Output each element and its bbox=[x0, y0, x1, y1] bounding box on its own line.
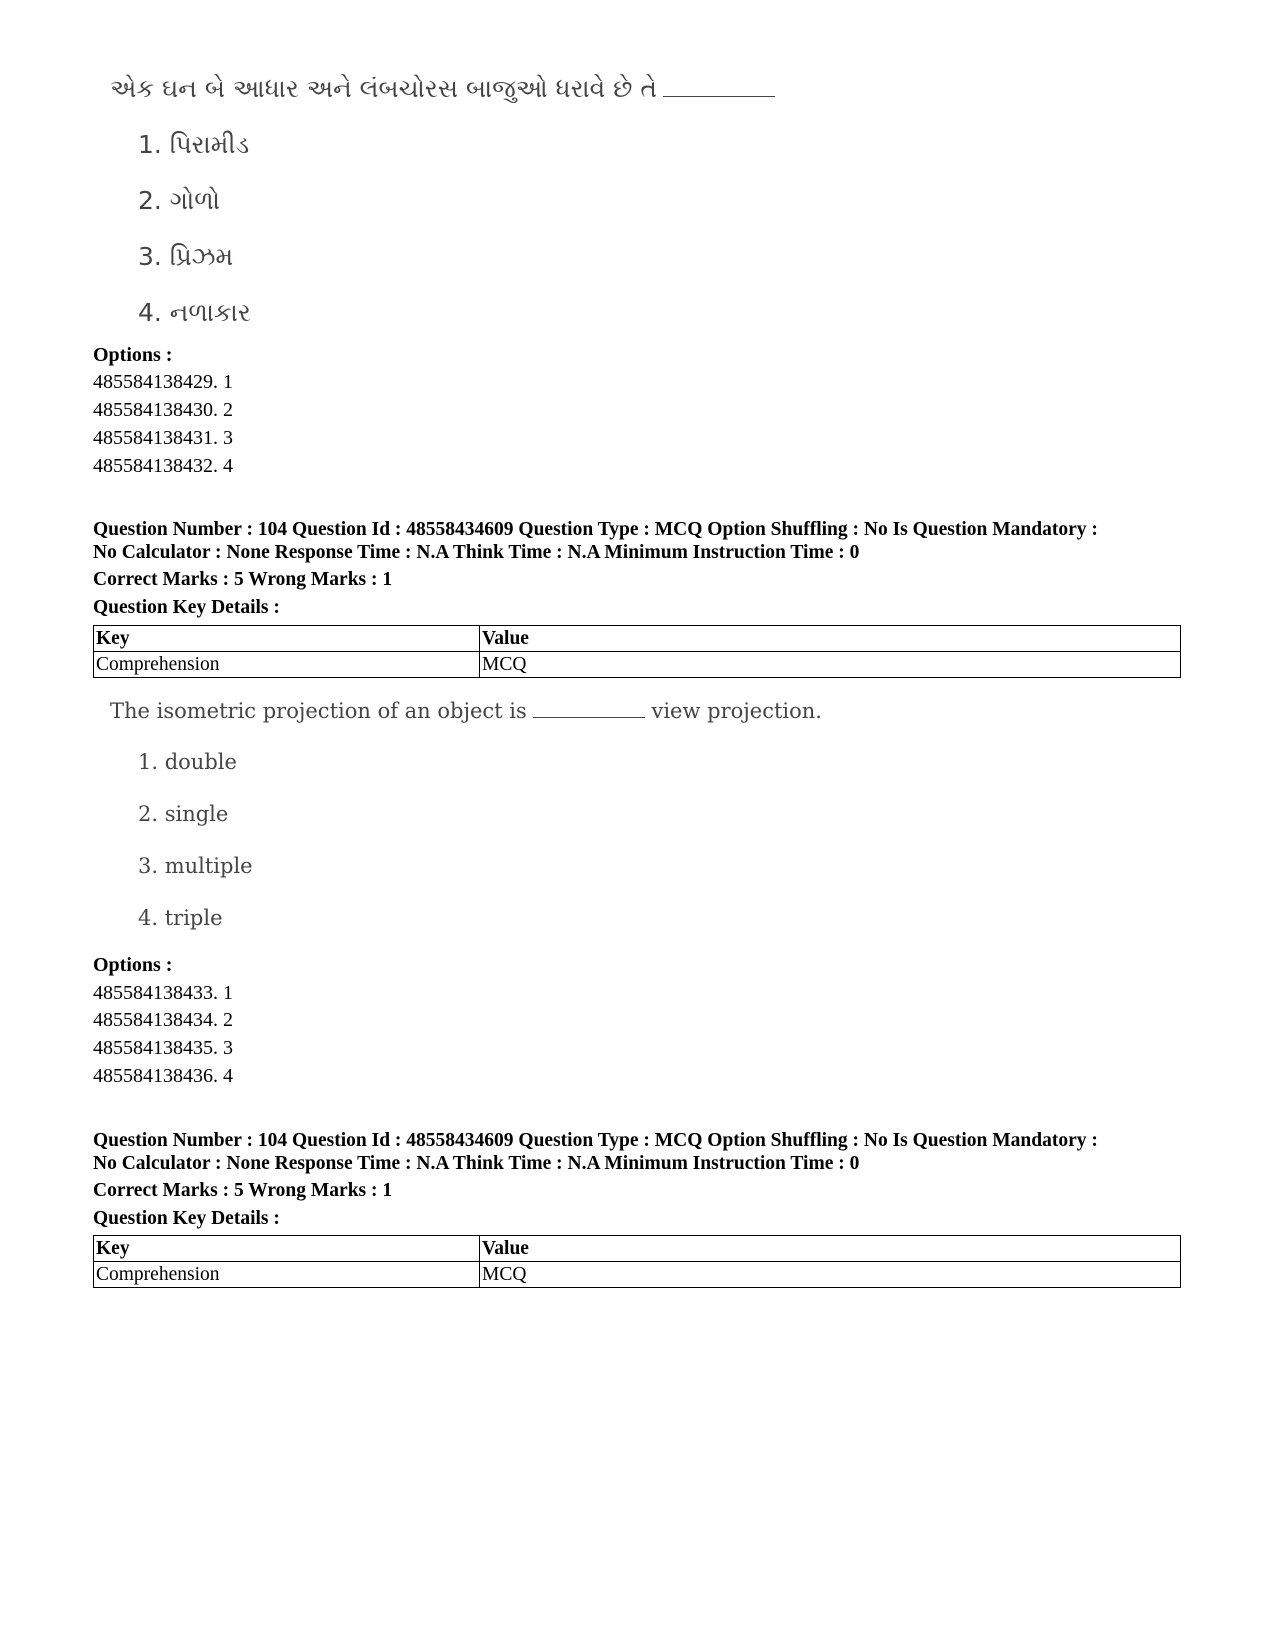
option-id: 485584138429. 1 bbox=[93, 371, 233, 393]
question-meta-line-2: No Calculator : None Response Time : N.A Think Time : N.A Minimum Instruction Time : 0 bbox=[93, 542, 860, 563]
table-row bbox=[94, 1262, 1181, 1288]
cell-value: MCQ bbox=[480, 1262, 1181, 1288]
question-2-choice: 2. single bbox=[138, 802, 229, 826]
option-id: 485584138430. 2 bbox=[93, 399, 233, 421]
key-value-table bbox=[93, 625, 1181, 678]
key-details-label: Question Key Details : bbox=[93, 597, 280, 618]
option-id: 485584138435. 3 bbox=[93, 1037, 233, 1059]
option-id: 485584138436. 4 bbox=[93, 1065, 233, 1087]
question-meta-line-1: Question Number : 104 Question Id : 48558434609 Question Type : MCQ Option Shuffling : No Is Question Mandatory : bbox=[93, 1130, 1098, 1151]
answer-blank bbox=[533, 717, 645, 718]
question-2-stem-before: The isometric projection of an object is bbox=[110, 699, 527, 723]
option-id: 485584138433. 1 bbox=[93, 982, 233, 1004]
options-label: Options : bbox=[93, 954, 173, 976]
question-2-stem-after: view projection. bbox=[651, 699, 822, 723]
options-label: Options : bbox=[93, 344, 173, 366]
header-value: Value bbox=[480, 626, 1181, 652]
option-id: 485584138434. 2 bbox=[93, 1009, 233, 1031]
question-1-stem-text: એક ઘન બે આધાર અને લંબચોરસ બાજુઓ ધરાવે છે તે bbox=[110, 74, 657, 103]
key-details-label: Question Key Details : bbox=[93, 1208, 280, 1229]
question-2-stem bbox=[110, 699, 822, 723]
question-1-choice: 1. પિરામીડ bbox=[138, 130, 250, 159]
option-id: 485584138431. 3 bbox=[93, 427, 233, 449]
cell-key: Comprehension bbox=[94, 652, 480, 678]
question-2-choice: 1. double bbox=[138, 750, 237, 774]
question-1-stem bbox=[110, 74, 775, 104]
option-id: 485584138432. 4 bbox=[93, 455, 233, 477]
marks-line: Correct Marks : 5 Wrong Marks : 1 bbox=[93, 569, 393, 590]
header-key: Key bbox=[94, 626, 480, 652]
table-row bbox=[94, 652, 1181, 678]
cell-key: Comprehension bbox=[94, 1262, 480, 1288]
table-header-row bbox=[94, 626, 1181, 652]
marks-line: Correct Marks : 5 Wrong Marks : 1 bbox=[93, 1180, 393, 1201]
cell-value: MCQ bbox=[480, 652, 1181, 678]
table-header-row bbox=[94, 1236, 1181, 1262]
question-1-choice: 4. નળાકાર bbox=[138, 298, 251, 327]
question-2-choice: 4. triple bbox=[138, 906, 223, 930]
question-meta-line-2: No Calculator : None Response Time : N.A Think Time : N.A Minimum Instruction Time : 0 bbox=[93, 1153, 860, 1174]
question-2-choice: 3. multiple bbox=[138, 854, 253, 878]
answer-blank bbox=[663, 96, 775, 97]
header-value: Value bbox=[480, 1236, 1181, 1262]
header-key: Key bbox=[94, 1236, 480, 1262]
question-1-choice: 2. ગોળો bbox=[138, 186, 221, 215]
question-1-choice: 3. પ્રિઝમ bbox=[138, 242, 234, 271]
key-value-table bbox=[93, 1235, 1181, 1288]
question-meta-line-1: Question Number : 104 Question Id : 48558434609 Question Type : MCQ Option Shuffling : No Is Question Mandatory : bbox=[93, 519, 1098, 540]
